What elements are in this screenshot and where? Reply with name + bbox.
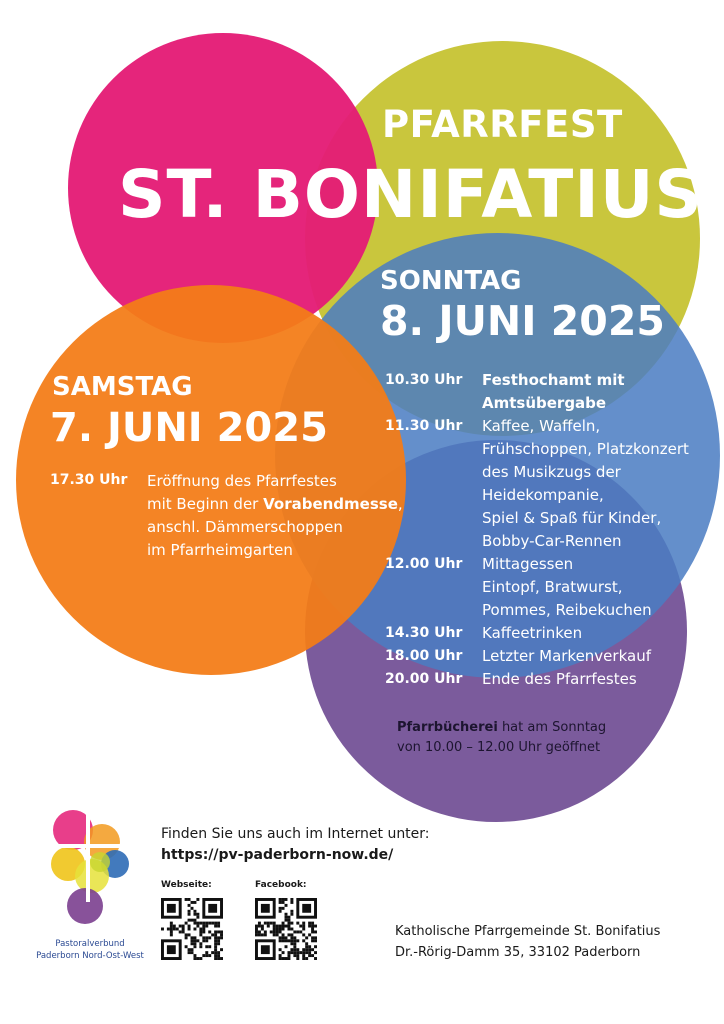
saturday-time: 17.30 Uhr <box>50 472 128 488</box>
saturday-description <box>147 470 403 562</box>
schedule-description: Festhochamt mit Amtsübergabe <box>482 371 625 412</box>
sunday-date: 8. JUNI 2025 <box>380 297 665 345</box>
page-title: ST. BONIFATIUS <box>118 156 703 233</box>
saturday-line-1: Eröffnung des Pfarrfestes <box>147 472 337 490</box>
schedule-time: 10.30 Uhr <box>385 372 463 388</box>
footer-intro: Finden Sie uns auch im Internet unter: <box>161 826 430 842</box>
website-link[interactable]: https://pv-paderborn-now.de/ <box>161 847 394 863</box>
sunday-day: SONNTAG <box>380 266 522 296</box>
schedule-row <box>385 369 689 415</box>
schedule-row <box>385 553 689 622</box>
website-label: Webseite: <box>161 880 212 890</box>
parish-name: Katholische Pfarrgemeinde St. Bonifatius <box>395 924 661 939</box>
schedule-time: 20.00 Uhr <box>385 671 463 687</box>
schedule-description: Mittagessen Eintopf, Bratwurst, Pommes, Reibekuchen <box>482 555 652 619</box>
parish-address: Dr.-Rörig-Damm 35, 33102 Paderborn <box>395 945 641 960</box>
schedule-description: Kaffeetrinken <box>482 624 583 642</box>
schedule-row <box>385 415 689 553</box>
schedule-description: Letzter Markenverkauf <box>482 647 651 665</box>
schedule-description: Ende des Pfarrfestes <box>482 670 637 688</box>
schedule-description: Kaffee, Waffeln, Frühschoppen, Platzkonzert des Musikzugs der Heidekompanie, Spiel & Spaß für Kinder, Bobby-Car-Rennen <box>482 417 689 550</box>
website-qr-code-icon[interactable] <box>161 898 223 960</box>
schedule-row <box>385 622 689 645</box>
saturday-day: SAMSTAG <box>52 372 193 402</box>
schedule-time: 18.00 Uhr <box>385 648 463 664</box>
event-label: PFARRFEST <box>382 103 623 146</box>
schedule-time: 14.30 Uhr <box>385 625 463 641</box>
saturday-line-3: anschl. Dämmerschoppen <box>147 518 343 536</box>
saturday-date: 7. JUNI 2025 <box>50 405 328 451</box>
pastoralverbund-logo-icon <box>40 806 140 936</box>
library-note: Pfarrbücherei hat am Sonntag von 10.00 – 12.00 Uhr geöffnet <box>397 720 607 755</box>
saturday-line-2: mit Beginn der Vorabendmesse, <box>147 495 403 513</box>
saturday-line-4: im Pfarrheimgarten <box>147 541 293 559</box>
facebook-label: Facebook: <box>255 880 307 890</box>
logo-caption: Pastoralverbund Paderborn Nord-Ost-West <box>36 939 144 961</box>
facebook-qr-code-icon[interactable] <box>255 898 317 960</box>
schedule-row <box>385 668 689 691</box>
schedule-row <box>385 645 689 668</box>
schedule-time: 11.30 Uhr <box>385 418 463 434</box>
sunday-schedule <box>385 369 689 691</box>
parish-info <box>395 921 660 963</box>
schedule-time: 12.00 Uhr <box>385 556 463 572</box>
